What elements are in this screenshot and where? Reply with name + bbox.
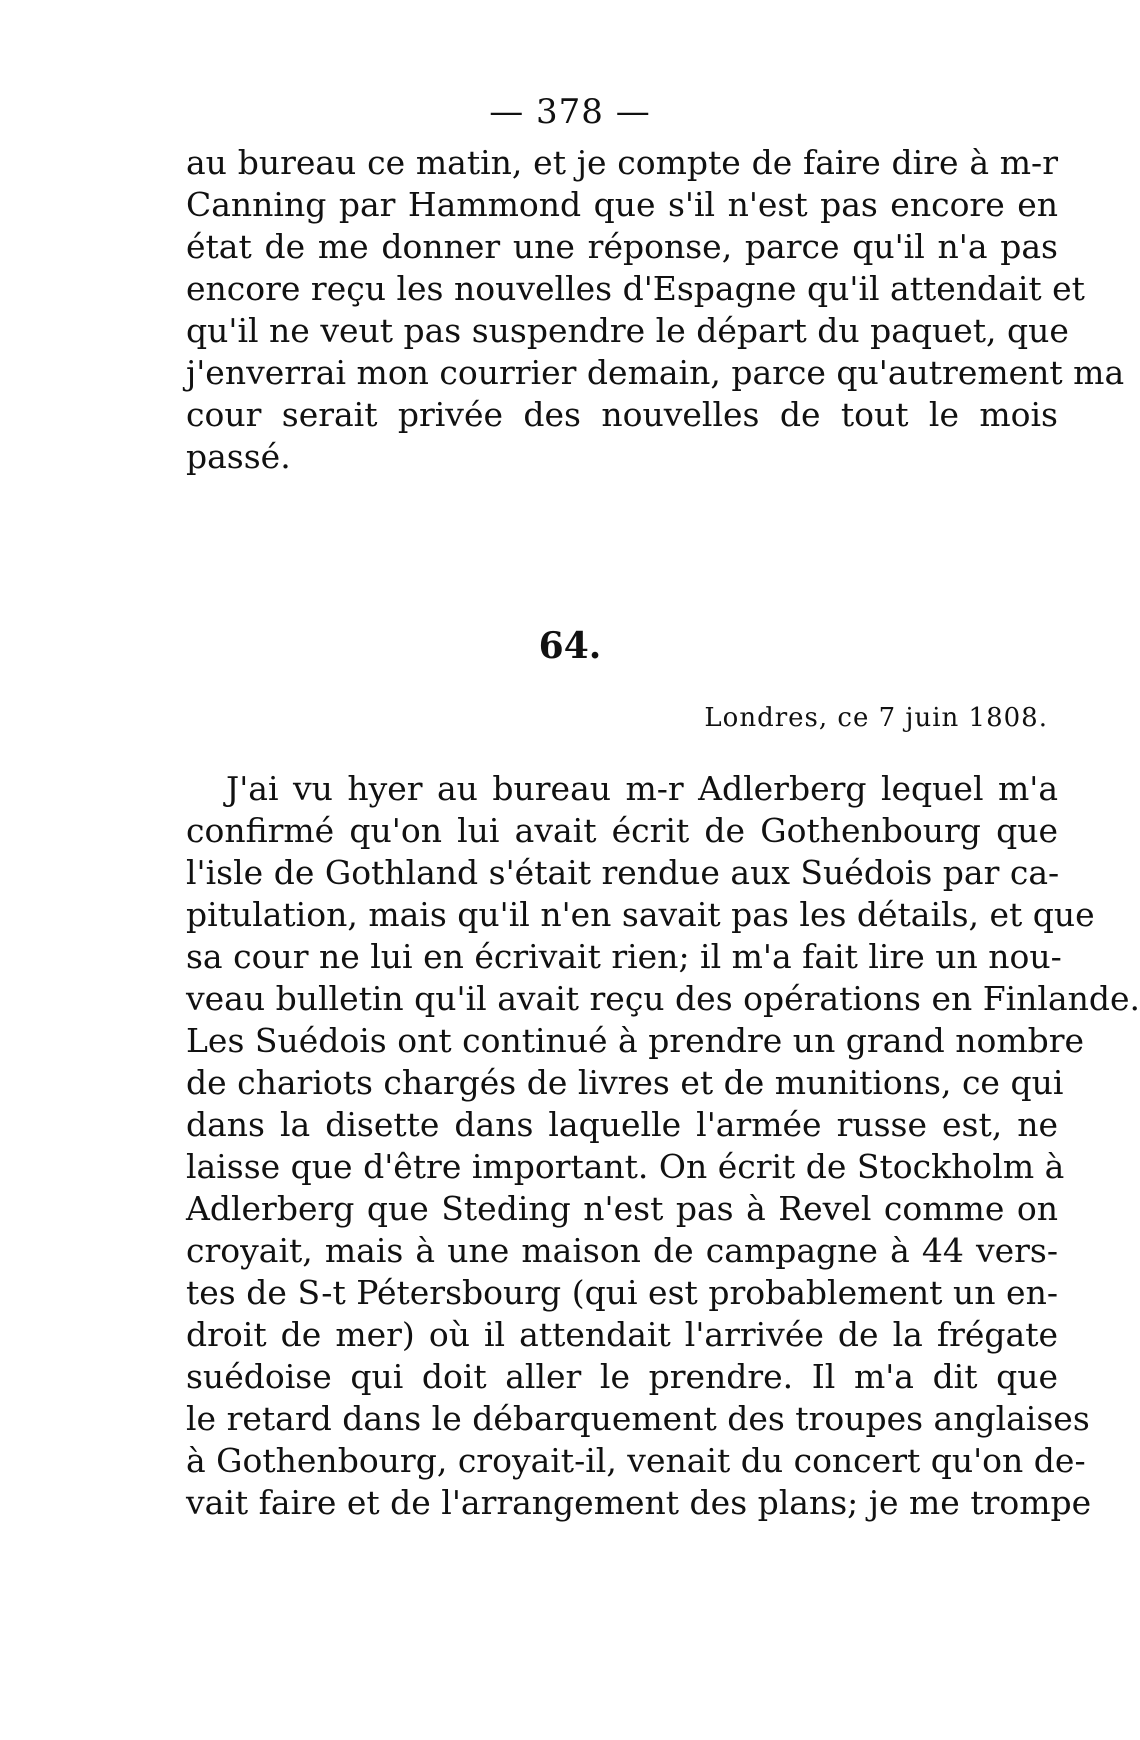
text-line: vait faire et de l'arrangement des plans; je me trompe xyxy=(186,1483,1092,1522)
text-line: J'ai vu hyer au bureau m-r Adlerberg lequel m'a xyxy=(226,769,1058,808)
text-line: laisse que d'être important. On écrit de Stockholm à xyxy=(186,1147,1065,1186)
letter-body-paragraph xyxy=(186,768,1140,1524)
text-line: Adlerberg que Steding n'est pas à Revel comme on xyxy=(186,1189,1058,1228)
text-line: état de me donner une réponse, parce qu'il n'a pas xyxy=(186,227,1058,266)
text-line: suédoise qui doit aller le prendre. Il m'a dit que xyxy=(186,1357,1058,1396)
page-number: — 378 — xyxy=(489,92,651,132)
text-line: veau bulletin qu'il avait reçu des opérations en Finlande. xyxy=(186,979,1140,1018)
text-line: croyait, mais à une maison de campagne à 44 vers- xyxy=(186,1231,1058,1270)
text-line: Canning par Hammond que s'il n'est pas encore en xyxy=(186,185,1058,224)
text-line: droit de mer) où il attendait l'arrivée de la frégate xyxy=(186,1315,1058,1354)
text-line: Les Suédois ont continué à prendre un grand nombre xyxy=(186,1021,1085,1060)
text-line: qu'il ne veut pas suspendre le départ du paquet, que xyxy=(186,311,1069,350)
letter-number-heading: 64. xyxy=(538,625,602,667)
text-line: dans la disette dans laquelle l'armée russe est, ne xyxy=(186,1105,1058,1144)
text-line: passé. xyxy=(186,437,291,476)
text-line: encore reçu les nouvelles d'Espagne qu'il attendait et xyxy=(186,269,1085,308)
letter-continuation-paragraph xyxy=(186,142,1125,478)
text-line: pitulation, mais qu'il n'en savait pas les détails, et que xyxy=(186,895,1095,934)
text-line: l'isle de Gothland s'était rendue aux Suédois par ca- xyxy=(186,853,1060,892)
text-line: le retard dans le débarquement des troupes anglaises xyxy=(186,1399,1090,1438)
text-line: j'enverrai mon courrier demain, parce qu'autrement ma xyxy=(186,353,1125,392)
letter-dateline: Londres, ce 7 juin 1808. xyxy=(704,703,1048,733)
text-line: sa cour ne lui en écrivait rien; il m'a fait lire un nou- xyxy=(186,937,1062,976)
text-line: confirmé qu'on lui avait écrit de Gothenbourg que xyxy=(186,811,1058,850)
text-line: à Gothenbourg, croyait-il, venait du concert qu'on de- xyxy=(186,1441,1086,1480)
text-line: de chariots chargés de livres et de munitions, ce qui xyxy=(186,1063,1064,1102)
text-line: tes de S-t Pétersbourg (qui est probablement un en- xyxy=(186,1273,1058,1312)
text-line: cour serait privée des nouvelles de tout le mois xyxy=(186,395,1058,434)
text-line: au bureau ce matin, et je compte de faire dire à m-r xyxy=(186,143,1058,182)
